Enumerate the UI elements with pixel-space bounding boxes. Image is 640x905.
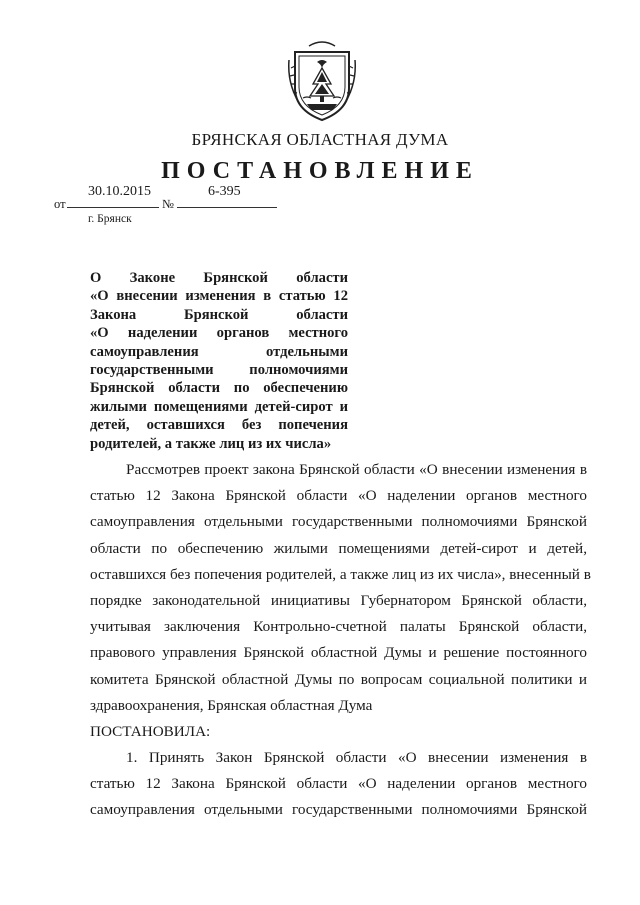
document-body bbox=[90, 457, 591, 824]
subject-line: О Законе Брянской области bbox=[90, 270, 348, 286]
document-date: 30.10.2015 bbox=[88, 184, 151, 199]
document-type-title: ПОСТАНОВЛЕНИЕ bbox=[161, 158, 479, 184]
preamble-line: здравоохранения, Брянская областная Дума bbox=[90, 696, 373, 714]
document-number: 6-395 bbox=[208, 184, 241, 199]
organization-name: БРЯНСКАЯ ОБЛАСТНАЯ ДУМА bbox=[191, 130, 449, 149]
subject-line: государственными полномочиями bbox=[90, 362, 348, 379]
document-city: г. Брянск bbox=[88, 213, 132, 225]
date-underline bbox=[67, 199, 159, 208]
preamble-line: правового управления Брянской областной Думы и решение постоянного bbox=[90, 644, 587, 662]
date-prefix: от bbox=[54, 197, 66, 211]
subject-line: самоуправления отдельными bbox=[90, 343, 348, 360]
preamble-line: области по обеспечению жилыми помещениями детей-сирот и детей, bbox=[90, 539, 587, 557]
preamble-line: самоуправления отдельными государственными полномочиями Брянской bbox=[90, 513, 587, 531]
resolved-label: ПОСТАНОВИЛА: bbox=[90, 722, 211, 740]
subject-line: «О наделении органов местного bbox=[90, 325, 348, 342]
preamble-line: комитета Брянской областной Думы по вопросам социальной политики и bbox=[90, 670, 587, 688]
coat-of-arms-emblem bbox=[287, 40, 357, 122]
number-prefix: № bbox=[162, 197, 174, 211]
subject-line: Закона Брянской области bbox=[90, 306, 348, 323]
preamble-line: оставшихся без попечения родителей, а также лиц из их числа», внесенный в bbox=[90, 565, 591, 583]
subject-line: детей, оставшихся без попечения bbox=[90, 417, 348, 434]
number-underline bbox=[177, 199, 277, 208]
preamble-line: Рассмотрев проект закона Брянской области «О внесении изменения в bbox=[126, 461, 587, 478]
document-subject bbox=[90, 269, 348, 453]
subject-line: жилыми помещениями детей-сирот и bbox=[90, 398, 348, 415]
subject-line: родителей, а также лиц из их числа» bbox=[90, 435, 332, 452]
document-meta bbox=[0, 186, 640, 226]
item-1-line: самоуправления отдельными государственными полномочиями Брянской bbox=[90, 801, 587, 819]
item-1-line: статью 12 Закона Брянской области «О наделении органов местного bbox=[90, 775, 587, 793]
item-1-line: 1. Принять Закон Брянской области «О внесении изменения в bbox=[126, 749, 587, 767]
preamble-line: порядке законодательной инициативы Губернатором Брянской области, bbox=[90, 591, 587, 609]
preamble-line: статью 12 Закона Брянской области «О наделении органов местного bbox=[90, 487, 587, 505]
subject-line: Брянской области по обеспечению bbox=[90, 380, 348, 397]
preamble-line: учитывая заключения Контрольно-счетной палаты Брянской области, bbox=[90, 618, 587, 636]
subject-line: «О внесении изменения в статью 12 bbox=[90, 288, 348, 305]
